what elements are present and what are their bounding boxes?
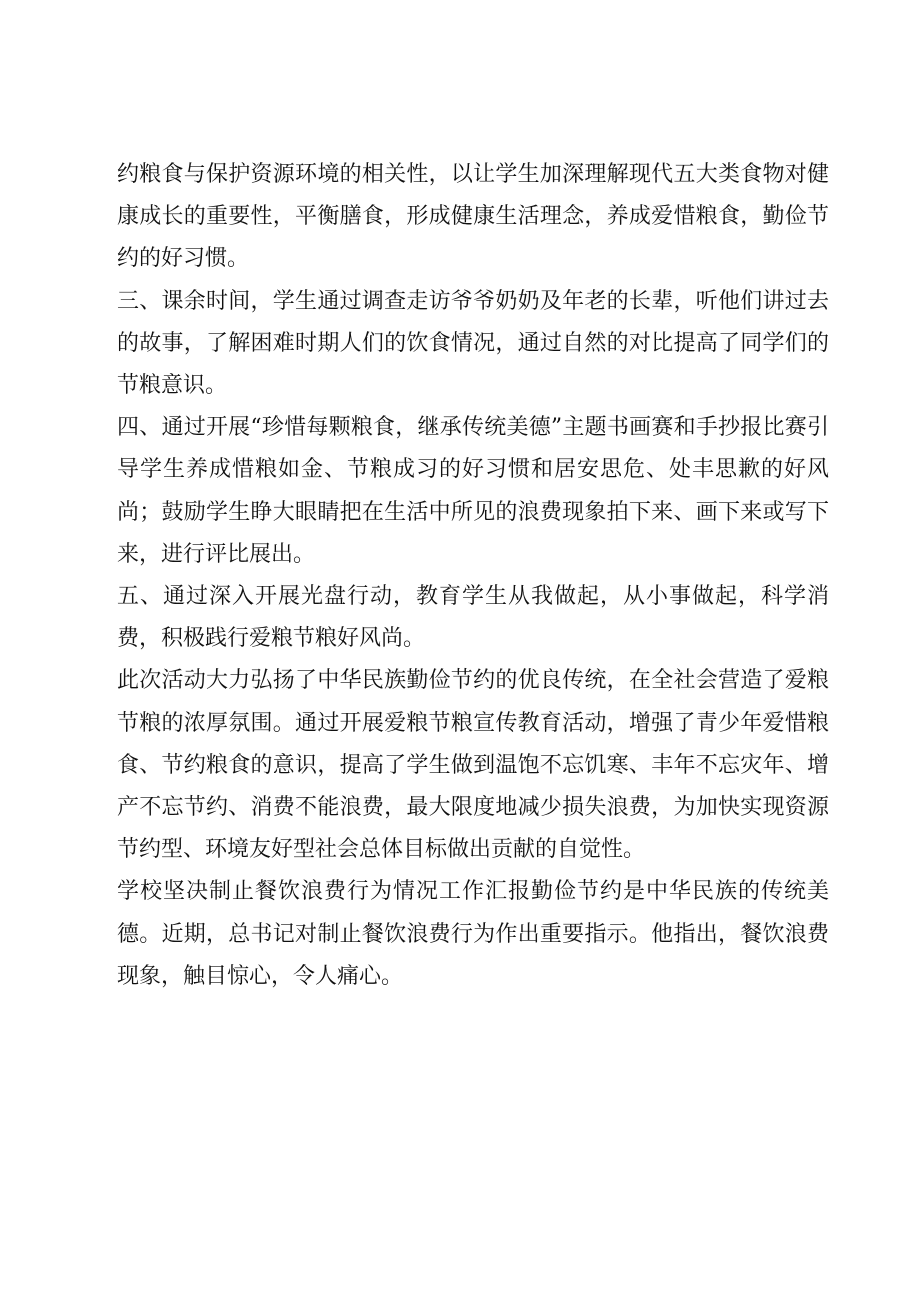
paragraph-3: 四、通过开展“珍惜每颗粮食，继承传统美德”主题书画赛和手抄报比赛引导学生养成惜粮如金、节粮成习的好习惯和居安思危、处丰思歉的好风尚；鼓励学生睁大眼睛把在生活中所见的浪费现象拍下来、画下来或写下来，进行评比展出。 <box>117 415 829 567</box>
paragraph-1: 约粮食与保护资源环境的相关性，以让学生加深理解现代五大类食物对健康成长的重要性，平衡膳食，形成健康生活理念，养成爱惜粮食，勤俭节约的好习惯。 <box>117 162 829 272</box>
document-body <box>117 154 829 998</box>
paragraph-2: 三、课余时间，学生通过调查走访爷爷奶奶及年老的长辈，听他们讲过去的故事，了解困难时期人们的饮食情况，通过自然的对比提高了同学们的节粮意识。 <box>117 288 829 399</box>
paragraph-4: 五、通过深入开展光盘行动，教育学生从我做起，从小事做起，科学消费，积极践行爱粮节粮好风尚。 <box>117 584 829 652</box>
paragraph-5: 此次活动大力弘扬了中华民族勤俭节约的优良传统，在全社会营造了爱粮节粮的浓厚氛围。通过开展爱粮节粮宣传教育活动，增强了青少年爱惜粮食、节约粮食的意识，提高了学生做到温饱不忘饥寒、丰年不忘灾年、增产不忘节约、消费不能浪费，最大限度地减少损失浪费，为加快实现资源节约型、环境友好型社会总体目标做出贡献的自觉性。 <box>117 668 829 863</box>
paragraph-6: 学校坚决制止餐饮浪费行为情况工作汇报勤俭节约是中华民族的传统美德。近期，总书记对制止餐饮浪费行为作出重要指示。他指出，餐饮浪费现象，触目惊心，令人痛心。 <box>117 879 829 989</box>
